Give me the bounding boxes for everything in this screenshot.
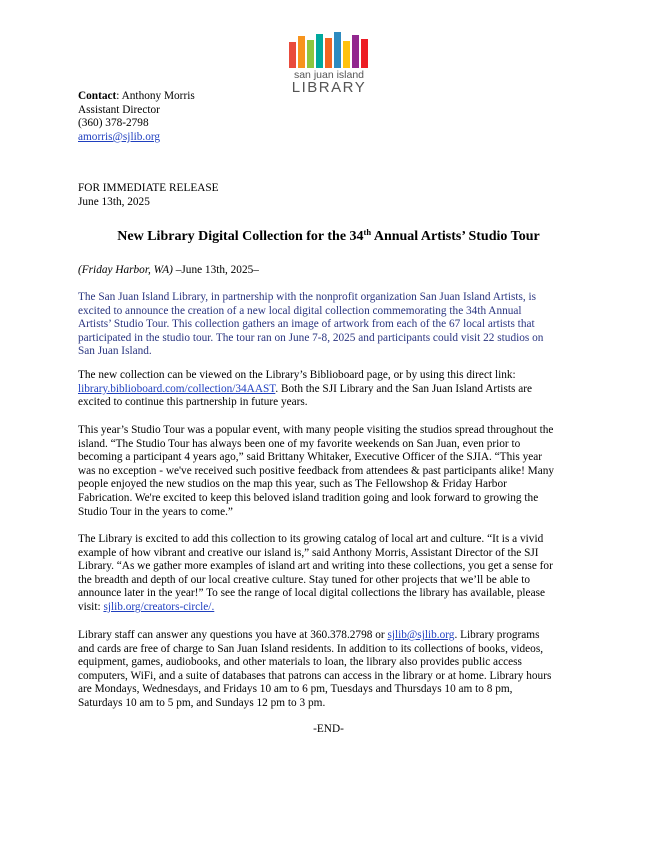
logo-bar <box>325 38 332 68</box>
contact-name-line <box>78 90 338 104</box>
creators-circle-link[interactable]: sjlib.org/creators-circle/. <box>103 600 215 613</box>
paragraph-line: was no exception - we've received such positive feedback from attendees & past participants alike! Many <box>78 464 555 477</box>
paragraph-line: island. “The Studio Tour has always been one of my favorite weekends on San Juan, even prior to <box>78 437 521 450</box>
paragraph-line: Library. “As we gather more examples of island art and writing into these collections, you get a sense for <box>78 560 553 573</box>
logo-bar <box>298 36 305 68</box>
dateline-place: (Friday Harbor, WA) <box>78 264 173 276</box>
paragraph-line: Saturdays 10 am to 5 pm, and Sundays 12 pm to 3 pm. <box>78 696 326 709</box>
paragraph-text: . Both the SJI Library and the San Juan Island Artists are <box>275 382 532 395</box>
paragraph-line: The San Juan Island Library, in partnership with the nonprofit organization San Juan Island Artists, is <box>78 291 537 303</box>
paragraph-studio-tour <box>78 424 583 519</box>
library-email-link[interactable]: sjlib@sjlib.org <box>387 629 455 641</box>
paragraph-text: visit: <box>78 600 104 613</box>
paragraph-line: excited to announce the creation of a new local digital collection commemorating the 34th Annual <box>78 304 522 317</box>
contact-phone: (360) 378-2798 <box>78 117 149 130</box>
logo-bar <box>307 40 314 68</box>
paragraph-line: example of how vibrant and creative our island is,” said Anthony Morris, Assistant Director of the SJI <box>78 546 539 559</box>
end-marker: -END- <box>313 723 344 735</box>
paragraph-line: computers, WiFi, and a suite of databases that patrons can access in the library or at home. Library hours <box>78 669 552 682</box>
logo-text-top: san juan island <box>293 69 365 81</box>
paragraph-line: Studio Tour in the years to come.” <box>78 505 233 518</box>
paragraph-line <box>78 601 583 615</box>
paragraph-line: equipment, games, audiobooks, and other materials to loan, the library also provides public access <box>78 656 522 669</box>
release-block <box>78 182 219 209</box>
logo-bar <box>343 41 350 68</box>
page-title <box>60 228 597 245</box>
logo-bar <box>352 35 359 68</box>
paragraph-line: Fabrication. We're excited to keep this beloved island tradition going and look forward to growing the <box>78 491 539 504</box>
dateline-date: –June 13th, 2025– <box>172 264 259 276</box>
biblioboard-link[interactable]: library.biblioboard.com/collection/34AAST <box>78 382 276 395</box>
paragraph-intro <box>78 291 583 359</box>
logo-bar <box>316 34 323 68</box>
logo-text-library: LIBRARY <box>291 79 367 96</box>
paragraph-library-info <box>78 629 583 711</box>
paragraph-line: the breadth and depth of our local creative culture. Stay tuned for other projects that we’ll be able to <box>78 573 531 586</box>
paragraph-line: participated in the studio tour. The tour ran on June 7-8, 2025 and participants could visit 22 studios on <box>78 331 544 344</box>
paragraph-line: This year’s Studio Tour was a popular event, with many people visiting the studios spread throughout the <box>78 424 554 436</box>
paragraph-library-quote <box>78 533 583 615</box>
contact-block <box>78 90 338 144</box>
paragraph-line <box>78 629 583 643</box>
paragraph-line: The new collection can be viewed on the Library’s Biblioboard page, or by using this direct link: <box>78 369 516 381</box>
contact-name: : Anthony Morris <box>116 90 195 102</box>
release-date: June 13th, 2025 <box>78 195 150 208</box>
logo-bars-graphic <box>289 32 369 68</box>
logo-bar <box>289 42 296 68</box>
headline-superscript: th <box>363 227 372 237</box>
paragraph-line: announce later in the year!” To see the range of local digital collections the library has available, please <box>78 587 545 600</box>
paragraph-line: and cards are free of charge to San Juan Island residents. In addition to its collections of books, videos, <box>78 642 544 655</box>
paragraph-line: people enjoyed the new studios on the map this year, such as The Fellowshop & Friday Harbor <box>78 478 507 491</box>
paragraph-line: excited to continue this partnership in future years. <box>78 396 308 409</box>
paragraph-text: Library staff can answer any questions you have at 360.378.2798 or <box>78 629 388 641</box>
paragraph-collection-link <box>78 369 583 410</box>
logo-bar <box>334 32 341 68</box>
paragraph-line: Artists’ Studio Tour. This collection gathers an image of artwork from each of the 67 local artists that <box>78 318 535 331</box>
paragraph-line: are Mondays, Wednesdays, and Fridays 10 am to 6 pm, Tuesdays and Thursdays 10 am to 8 pm, <box>78 683 513 696</box>
logo-bar <box>361 39 368 68</box>
paragraph-line: San Juan Island. <box>78 345 152 358</box>
contact-title: Assistant Director <box>78 103 160 116</box>
headline-text-end: Annual Artists’ Studio Tour <box>371 229 540 244</box>
contact-label: Contact <box>78 90 117 102</box>
library-logo <box>286 32 372 98</box>
paragraph-line <box>78 383 583 397</box>
paragraph-line: becoming a participant 4 years ago,” said Brittany Whitaker, Executive Officer of the SJIA. “This year <box>78 451 543 464</box>
dateline <box>78 264 259 278</box>
paragraph-line: The Library is excited to add this collection to its growing catalog of local art and culture. “It is a vivid <box>78 533 544 545</box>
paragraph-text: . Library programs <box>454 629 540 641</box>
release-label: FOR IMMEDIATE RELEASE <box>78 182 219 194</box>
contact-email-link[interactable]: amorris@sjlib.org <box>78 130 161 143</box>
headline-text: New Library Digital Collection for the 34 <box>117 229 364 244</box>
